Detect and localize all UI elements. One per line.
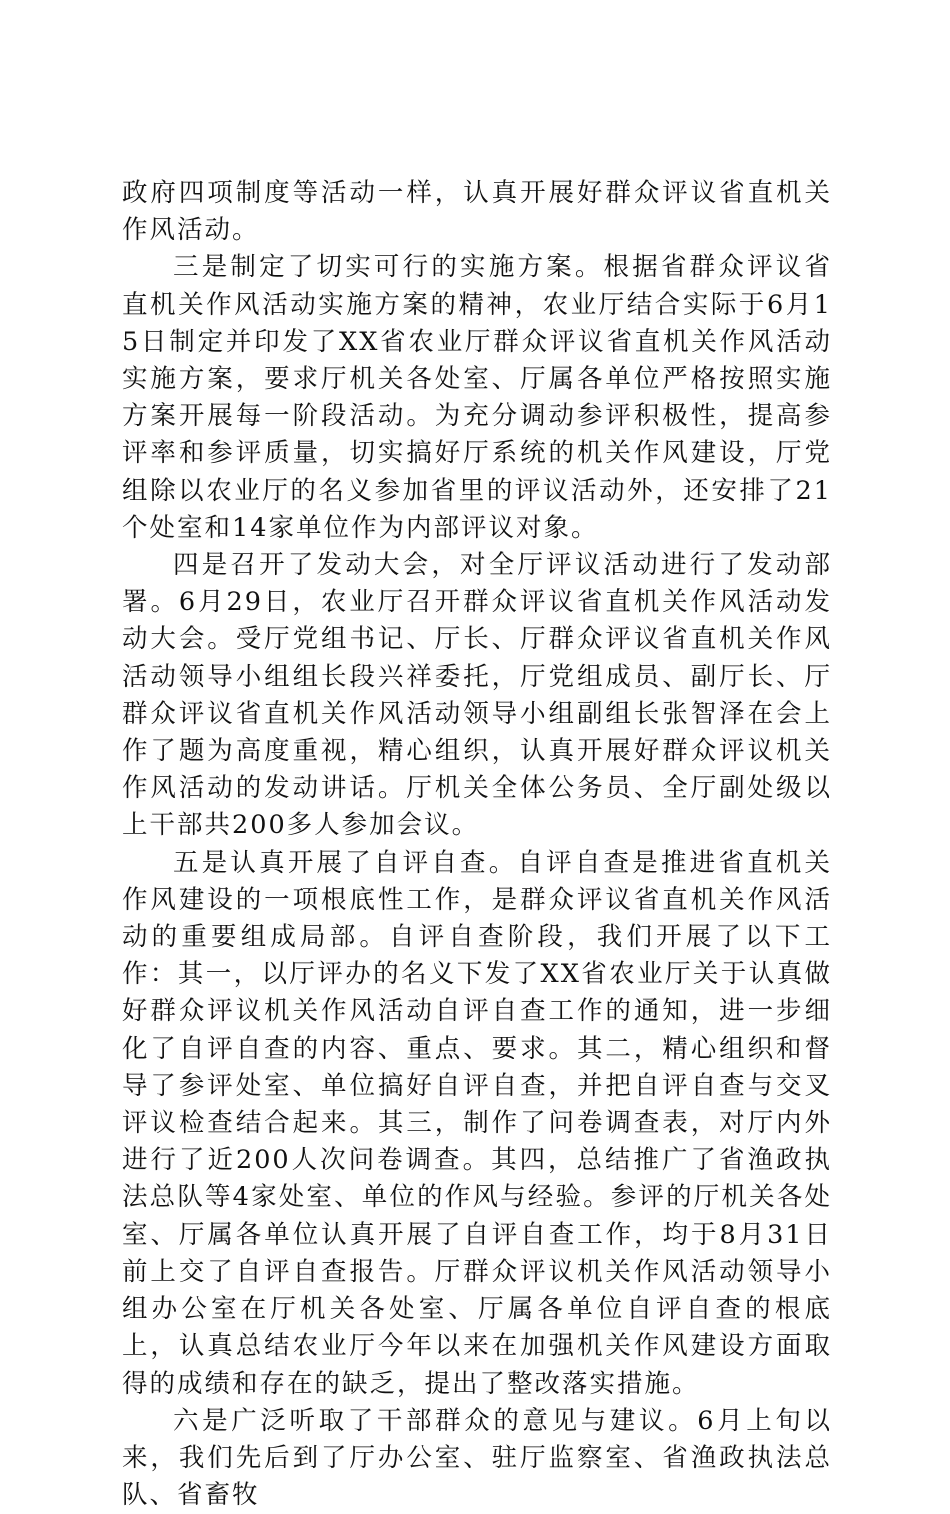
paragraph-mobilization-meeting: 四是召开了发动大会，对全厅评议活动进行了发动部署。6月29日，农业厅召开群众评议省直机关作风活动发动大会。受厅党组书记、厅长、厅群众评议省直机关作风活动领导小组组长段兴祥委托，厅党组成员、副厅长、厅群众评议省直机关作风活动领导小组副组长张智泽在会上作了题为高度重视，精心组织，认真开展好群众评议机关作风活动的发动讲话。厅机关全体公务员、全厅副处级以上干部共200多人参加会议。 (122, 550, 832, 841)
paragraph-continuation: 政府四项制度等活动一样，认真开展好群众评议省直机关作风活动。 (122, 178, 832, 246)
paragraph-self-evaluation: 五是认真开展了自评自查。自评自查是推进省直机关作风建设的一项根底性工作，是群众评议省直机关作风活动的重要组成局部。自评自查阶段，我们开展了以下工作：其一，以厅评办的名义下发了XX省农业厅关于认真做好群众评议机关作风活动自评自查工作的通知，进一步细化了自评自查的内容、重点、要求。其二，精心组织和督导了参评处室、单位搞好自评自查，并把自评自查与交叉评议检查结合起来。其三，制作了问卷调查表，对厅内外进行了近200人次问卷调查。其四，总结推广了省渔政执法总队等4家处室、单位的作风与经验。参评的厅机关各处室、厅属各单位认真开展了自评自查工作，均于8月31日前上交了自评自查报告。厅群众评议机关作风活动领导小组办公室在厅机关各处室、厅属各单位自评自查的根底上，认真总结农业厅今年以来在加强机关作风建设方面取得的成绩和存在的缺乏，提出了整改落实措施。 (122, 847, 832, 1399)
paragraph-implementation-plan: 三是制定了切实可行的实施方案。根据省群众评议省直机关作风活动实施方案的精神，农业厅结合实际于6月15日制定并印发了XX省农业厅群众评议省直机关作风活动实施方案，要求厅机关各处室、厅属各单位严格按照实施方案开展每一阶段活动。为充分调动参评积极性，提高参评率和参评质量，切实搞好厅系统的机关作风建设，厅党组除以农业厅的名义参加省里的评议活动外，还安排了21个处室和14家单位作为内部评议对象。 (122, 252, 832, 543)
document-body (122, 175, 832, 1514)
paragraph-opinions-suggestions: 六是广泛听取了干部群众的意见与建议。6月上旬以来，我们先后到了厅办公室、驻厅监察室、省渔政执法总队、省畜牧 (122, 1405, 832, 1511)
